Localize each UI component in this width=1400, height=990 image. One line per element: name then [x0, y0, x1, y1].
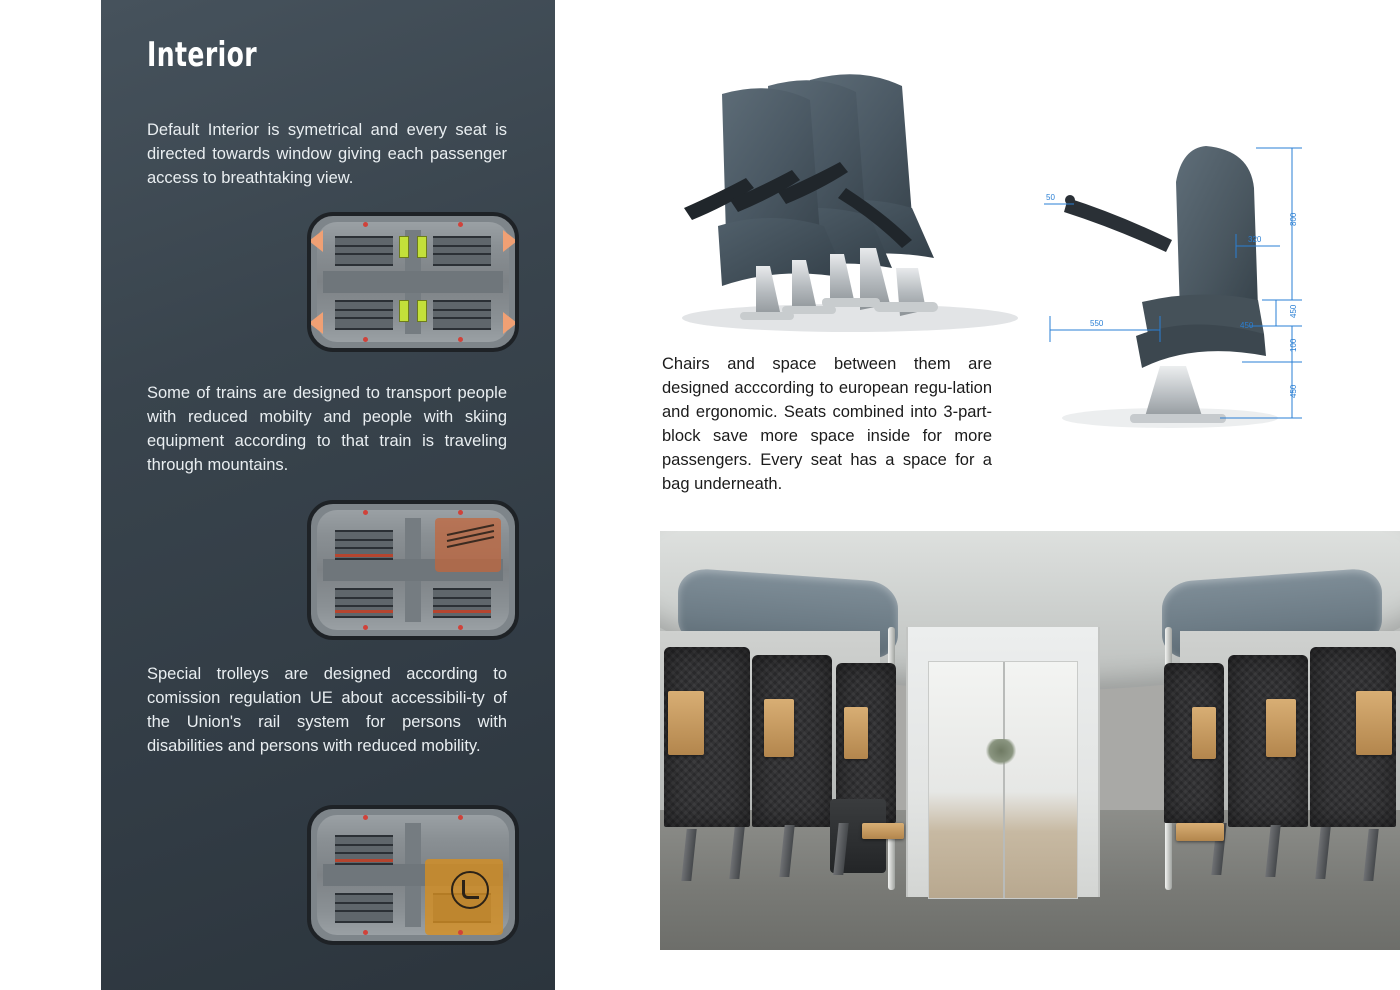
dimension-label: 450	[1240, 321, 1254, 330]
photo-tray-table	[1356, 691, 1392, 755]
plan-green-marker	[399, 300, 409, 322]
plan-seat-group	[433, 236, 491, 266]
dimension-label: 450	[1289, 384, 1298, 398]
page-title: Interior	[147, 35, 258, 75]
plan-seat-group	[335, 893, 393, 923]
dimension-label: 800	[1289, 212, 1298, 226]
plan-marker-dot	[458, 510, 463, 515]
plan-floor	[317, 510, 509, 630]
seat-dimension-svg	[1010, 130, 1340, 460]
sidebar-paragraph-accessibility: Special trolleys are designed according to comission regulation UE about accessibili-ty of the Union's rail system for persons with disabilities and persons with reduced mobility.	[147, 665, 507, 755]
plan-seat-group	[335, 300, 393, 330]
plan-marker-dot	[363, 815, 368, 820]
photo-tray-table	[862, 823, 904, 839]
three-seat-block-svg	[660, 40, 1040, 340]
plan-marker-dot	[363, 510, 368, 515]
plan-door-arrow	[309, 312, 323, 334]
dimension-label: 450	[1289, 304, 1298, 318]
plan-seat-group	[433, 588, 491, 618]
photo-tray-table	[1192, 707, 1216, 759]
photo-tray-table	[764, 699, 794, 757]
plan-door-arrow	[503, 312, 517, 334]
photo-tray-table	[1176, 823, 1224, 841]
plan-marker-dot	[458, 815, 463, 820]
photo-tray-table	[1266, 699, 1296, 757]
dimension-label: 320	[1248, 235, 1262, 244]
plan-marker-dot	[458, 930, 463, 935]
plan-marker-dot	[363, 222, 368, 227]
diagram-default-symmetrical-layout	[307, 212, 519, 352]
sidebar-paragraph-reduced-mobility: Some of trains are designed to transport people with reduced mobilty and people with skiing equipment according to that train is traveling through mountains.	[147, 384, 507, 474]
seat-dimension-drawing	[1010, 130, 1340, 460]
plan-seat-group	[335, 588, 393, 618]
photo-outdoor-tree	[986, 739, 1016, 765]
plan-red-stripe	[335, 859, 393, 862]
plan-seat-group	[433, 300, 491, 330]
plan-red-stripe	[335, 610, 393, 613]
plan-green-marker	[399, 236, 409, 258]
wheelchair-icon	[451, 871, 489, 909]
train-interior-photo	[660, 531, 1400, 950]
content-column	[600, 0, 1400, 990]
plan-marker-dot	[458, 625, 463, 630]
photo-sliding-door	[928, 661, 1078, 899]
plan-red-stripe	[335, 554, 393, 557]
plan-marker-dot	[363, 625, 368, 630]
plan-floor	[317, 222, 509, 342]
sidebar-paragraph-default-interior: Default Interior is symetrical and every seat is directed towards window giving each passenger access to breathtaking view.	[147, 121, 507, 187]
diagram-accessibility-layout	[307, 805, 519, 945]
plan-marker-dot	[363, 337, 368, 342]
plan-green-marker	[417, 236, 427, 258]
plan-door-arrow	[503, 230, 517, 252]
ski-icon	[447, 532, 495, 550]
photo-tray-table	[668, 691, 704, 755]
plan-green-marker	[417, 300, 427, 322]
three-seat-block-render	[660, 40, 1040, 340]
plan-seat-group	[335, 236, 393, 266]
plan-corridor	[323, 271, 503, 293]
dimension-label: 100	[1289, 338, 1298, 352]
plan-marker-dot	[458, 337, 463, 342]
dimension-label: 550	[1090, 319, 1104, 328]
main-body-text: Chairs and space between them are designed acccording to european regu-lation and ergonomic. Seats combined into 3-part-block save more space inside for more passengers. Every seat has a space for a bag underneath.	[662, 355, 992, 493]
plan-door-arrow	[309, 230, 323, 252]
photo-tray-table	[844, 707, 868, 759]
dimension-label: 50	[1046, 193, 1055, 202]
plan-marker-dot	[458, 222, 463, 227]
plan-floor	[317, 815, 509, 935]
sidebar-panel	[101, 0, 555, 990]
diagram-ski-equipment-layout	[307, 500, 519, 640]
plan-marker-dot	[363, 930, 368, 935]
plan-red-stripe	[433, 610, 491, 613]
